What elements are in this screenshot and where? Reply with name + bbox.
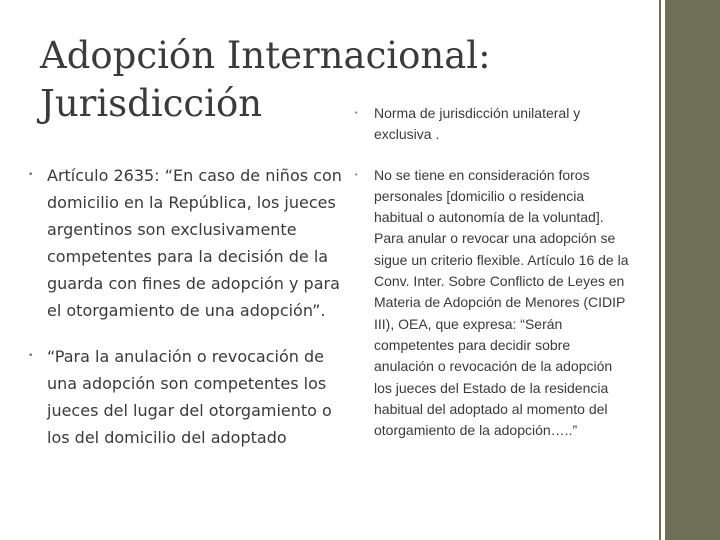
bullet-dot-icon: •: [355, 171, 358, 179]
slide-title-line-1: Adopción Internacional:: [40, 34, 491, 77]
bullet-dot-icon: •: [28, 351, 34, 361]
left-bullet-item: [0, 343, 350, 451]
left-bullet-text: “Para la anulación o revocación de una adopción son competentes los jueces del lugar del otorgamiento o los del domicilio del adoptado: [47, 347, 332, 447]
sidebar-divider: [659, 0, 661, 540]
bullet-dot-icon: •: [355, 110, 358, 117]
right-bullet-text: No se tiene en consideración foros personales [domicilio o residencia habitual o autonomía de la voluntad]. Para anular o revocar una adopción se sigue un criterio flexible. Artículo 16 de la Conv. Inter. Sobre Conflicto de Leyes en Materia de Adopción de Menores (CIDIP III), OEA, que expresa: “Serán competentes para decidir sobre anulación o revocación de la adopción los jueces del Estado de la residencia habitual del adoptado al momento del otorgamiento de la adopción…..”: [374, 166, 629, 439]
right-bullet-item: [355, 165, 630, 442]
left-bullet-list: [0, 162, 350, 451]
right-bullet-item: [355, 103, 630, 146]
right-bullet-text: Norma de jurisdicción unilateral y exclusiva .: [374, 105, 581, 143]
bullet-dot-icon: •: [28, 170, 34, 180]
sidebar-accent-bar: [665, 0, 720, 540]
left-bullet-item: [0, 162, 350, 324]
left-bullet-text: Artículo 2635: “En caso de niños con domicilio en la República, los jueces argentinos son exclusivamente competentes para la decisión de la guarda con fines de adopción y para el otorgamiento de una adopción”.: [47, 166, 342, 320]
slide-title-line-2: Jurisdicción: [40, 82, 263, 125]
right-bullet-list: [355, 103, 630, 441]
